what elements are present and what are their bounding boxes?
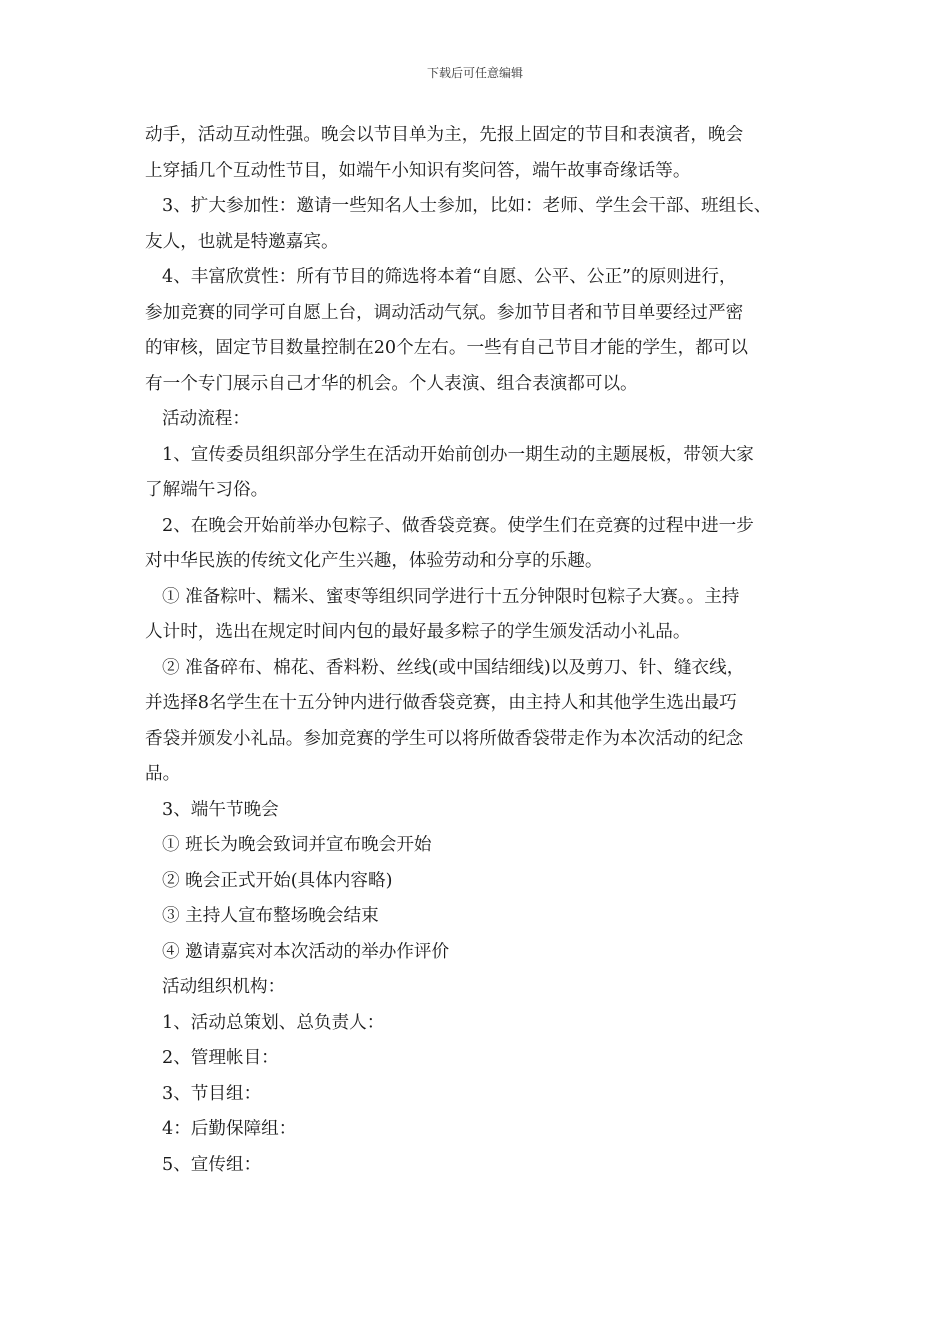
paragraph-line: ② 准备碎布、棉花、香料粉、丝线(或中国结细线)以及剪刀、针、缝衣线， xyxy=(162,657,745,678)
list-item: ③ 主持人宣布整场晚会结束 xyxy=(162,906,379,926)
page-header: 下载后可任意编辑 xyxy=(426,66,523,80)
document-body xyxy=(145,118,815,1183)
paragraph-line: 参加竞赛的同学可自愿上台，调动活动气氛。参加节目者和节目单要经过严密 xyxy=(145,302,744,323)
list-item: 1、活动总策划、总负责人： xyxy=(162,1012,385,1033)
paragraph-line: 并选择8名学生在十五分钟内进行做香袋竞赛，由主持人和其他学生选出最巧 xyxy=(145,693,737,713)
paragraph-line: ① 准备粽叶、糯米、蜜枣等组织同学进行十五分钟限时包粽子大赛。。主持 xyxy=(162,586,740,607)
paragraph-line: 品。 xyxy=(145,764,181,784)
paragraph-line: 人计时，选出在规定时间内包的最好最多粽子的学生颁发活动小礼品。 xyxy=(145,622,691,642)
paragraph-line: 了解端午习俗。 xyxy=(145,480,269,500)
section-heading: 活动组织机构： xyxy=(162,977,286,997)
list-item: 4：后勤保障组： xyxy=(162,1119,297,1139)
paragraph-line: 有一个专门展示自己才华的机会。个人表演、组合表演都可以。 xyxy=(145,373,638,394)
list-item: 3、节目组： xyxy=(162,1083,262,1104)
paragraph-line: 的审核，固定节目数量控制在20个左右。一些有自己节目才能的学生，都可以 xyxy=(145,338,748,358)
paragraph-line: 1、宣传委员组织部分学生在活动开始前创办一期生动的主题展板，带领大家 xyxy=(162,444,754,465)
list-item: 3、端午节晚会 xyxy=(162,799,279,820)
paragraph-line: 对中华民族的传统文化产生兴趣，体验劳动和分享的乐趣。 xyxy=(145,551,603,571)
paragraph-line: 香袋并颁发小礼品。参加竞赛的学生可以将所做香袋带走作为本次活动的纪念 xyxy=(145,728,744,749)
paragraph-line: 动手，活动互动性强。晚会以节目单为主，先报上固定的节目和表演者，晚会 xyxy=(145,125,744,145)
list-item: 2、管理帐目： xyxy=(162,1048,279,1068)
paragraph-line: 3、扩大参加性：邀请一些知名人士参加，比如：老师、学生会干部、班组长、 xyxy=(162,196,772,216)
paragraph-line: 友人，也就是特邀嘉宾。 xyxy=(145,231,339,252)
list-item: ① 班长为晚会致词并宣布晚会开始 xyxy=(162,835,432,855)
paragraph-line: 2、在晚会开始前举办包粽子、做香袋竞赛。使学生们在竞赛的过程中进一步 xyxy=(162,515,754,536)
section-heading: 活动流程： xyxy=(162,409,250,429)
list-item: ② 晚会正式开始(具体内容略) xyxy=(162,870,393,891)
list-item: 5、宣传组： xyxy=(162,1154,262,1175)
paragraph-line: 上穿插几个互动性节目，如端午小知识有奖问答，端午故事奇缘话等。 xyxy=(145,160,691,181)
paragraph-line: 4、丰富欣赏性：所有节目的筛选将本着“自愿、公平、公正”的原则进行， xyxy=(162,267,737,287)
list-item: ④ 邀请嘉宾对本次活动的举办作评价 xyxy=(162,941,450,962)
